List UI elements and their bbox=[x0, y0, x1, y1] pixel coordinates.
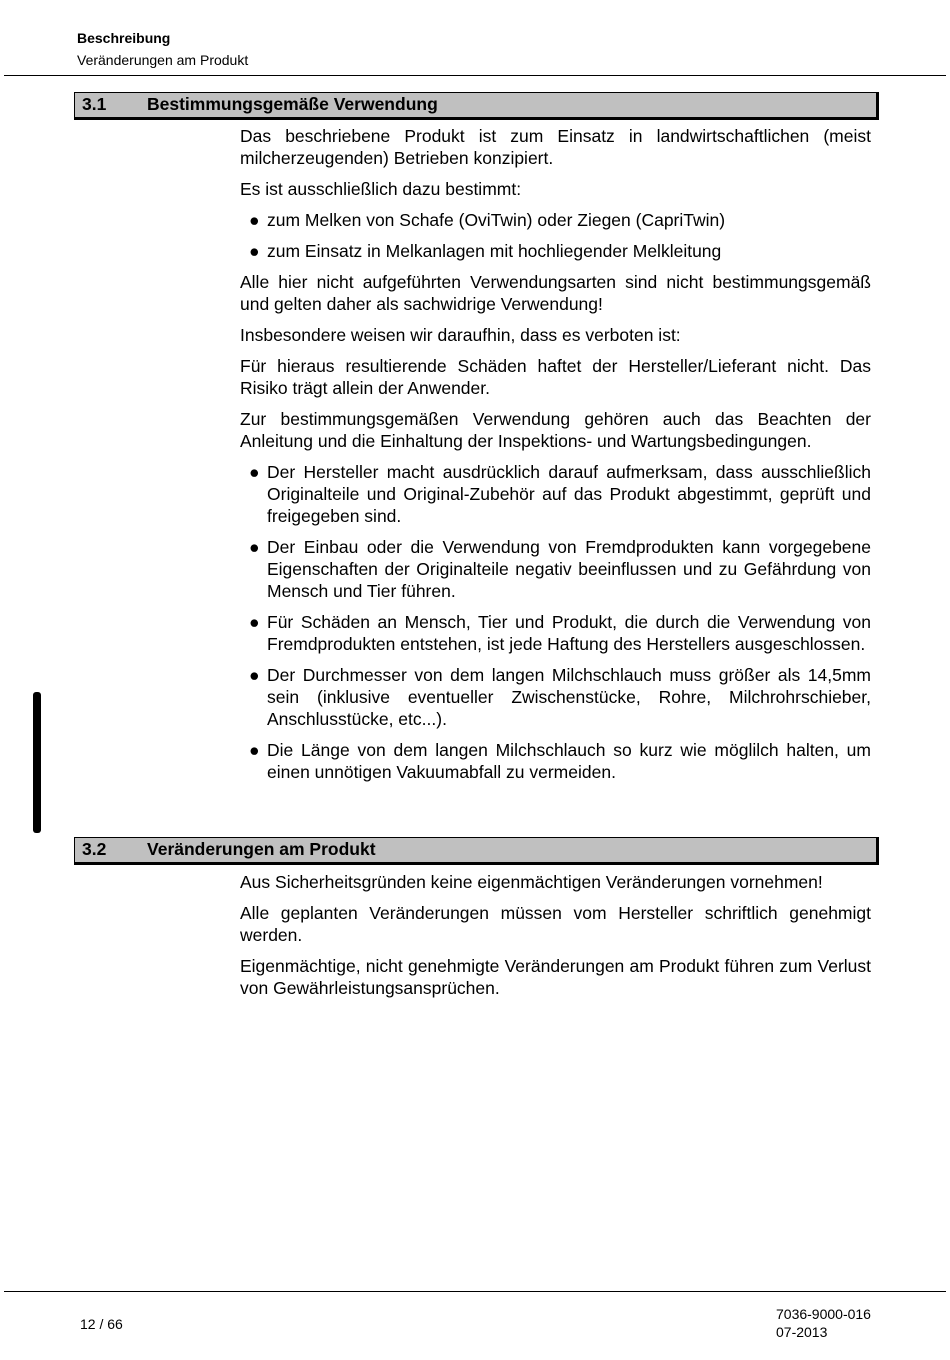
paragraph: Alle hier nicht aufgeführten Verwendungsarten sind nicht bestimmungsgemäß und gelten daher als sachwidrige Verwendung! bbox=[240, 272, 871, 314]
document-info bbox=[776, 1305, 871, 1341]
list-item-text: Der Einbau oder die Verwendung von Fremdprodukten kann vorgegebene Eigenschaften der Originalteile negativ beeinflussen und zu Gefährdung von Mensch und Tier führen. bbox=[267, 537, 871, 601]
bullet-icon: ● bbox=[249, 537, 260, 557]
section-heading-3-1 bbox=[74, 92, 879, 120]
bullet-list bbox=[240, 461, 871, 783]
document-number: 7036-9000-016 bbox=[776, 1306, 871, 1322]
header-section: Veränderungen am Produkt bbox=[77, 52, 249, 68]
paragraph: Es ist ausschließlich dazu bestimmt: bbox=[240, 179, 522, 199]
bullet-icon: ● bbox=[249, 241, 260, 261]
section-body-3-2 bbox=[240, 871, 871, 1008]
list-item-text: zum Einsatz in Melkanlagen mit hochliegender Melkleitung bbox=[267, 241, 722, 261]
bullet-icon: ● bbox=[249, 740, 260, 760]
list-item-text: Die Länge von dem langen Milchschlauch so kurz wie möglilch halten, um einen unnötigen Vakuumabfall zu vermeiden. bbox=[267, 740, 871, 782]
section-title: Veränderungen am Produkt bbox=[147, 839, 376, 859]
list-item bbox=[240, 664, 871, 730]
list-item bbox=[240, 209, 871, 231]
page-number: 12 / 66 bbox=[80, 1316, 123, 1332]
paragraph: Das beschriebene Produkt ist zum Einsatz in landwirtschaftlichen (meist milcherzeugenden) Betrieben konzipiert. bbox=[240, 126, 871, 168]
list-item bbox=[240, 240, 871, 262]
list-item bbox=[240, 611, 871, 655]
paragraph: Alle geplanten Veränderungen müssen vom Hersteller schriftlich genehmigt werden. bbox=[240, 903, 871, 945]
list-item-text: Der Durchmesser von dem langen Milchschlauch muss größer als 14,5mm sein (inklusive eventueller Zwischenstücke, Rohre, Milchrohrschieber, Anschlusstücke, etc...). bbox=[267, 665, 871, 729]
paragraph: Zur bestimmungsgemäßen Verwendung gehören auch das Beachten der Anleitung und die Einhaltung der Inspektions- und Wartungsbedingungen. bbox=[240, 409, 871, 451]
paragraph: Für hieraus resultierende Schäden haftet der Hersteller/Lieferant nicht. Das Risiko trägt allein der Anwender. bbox=[240, 356, 871, 398]
section-body-3-1 bbox=[240, 125, 871, 792]
document-date: 07-2013 bbox=[776, 1324, 828, 1340]
list-item bbox=[240, 461, 871, 527]
header-chapter: Beschreibung bbox=[77, 30, 171, 46]
list-item bbox=[240, 739, 871, 783]
change-bar bbox=[33, 692, 41, 833]
paragraph: Eigenmächtige, nicht genehmigte Veränderungen am Produkt führen zum Verlust von Gewährleistungsansprüchen. bbox=[240, 956, 871, 998]
header-rule bbox=[4, 75, 946, 76]
section-number: 3.1 bbox=[82, 94, 107, 114]
section-number: 3.2 bbox=[82, 839, 107, 859]
bullet-icon: ● bbox=[249, 210, 260, 230]
paragraph: Insbesondere weisen wir daraufhin, dass es verboten ist: bbox=[240, 325, 681, 345]
bullet-list bbox=[240, 209, 871, 262]
list-item-text: Für Schäden an Mensch, Tier und Produkt, die durch die Verwendung von Fremdprodukten entstehen, ist jede Haftung des Herstellers ausgeschlossen. bbox=[267, 612, 871, 654]
section-heading-3-2 bbox=[74, 837, 879, 865]
list-item bbox=[240, 536, 871, 602]
list-item-text: Der Hersteller macht ausdrücklich darauf aufmerksam, dass ausschließlich Originalteile und Original-Zubehör auf das Produkt abgestimmt, geprüft und freigegeben sind. bbox=[267, 462, 871, 526]
bullet-icon: ● bbox=[249, 665, 260, 685]
section-title: Bestimmungsgemäße Verwendung bbox=[147, 94, 438, 114]
bullet-icon: ● bbox=[249, 462, 260, 482]
paragraph: Aus Sicherheitsgründen keine eigenmächtigen Veränderungen vornehmen! bbox=[240, 872, 823, 892]
bullet-icon: ● bbox=[249, 612, 260, 632]
list-item-text: zum Melken von Schafe (OviTwin) oder Ziegen (CapriTwin) bbox=[267, 210, 726, 230]
footer-rule bbox=[4, 1291, 946, 1292]
